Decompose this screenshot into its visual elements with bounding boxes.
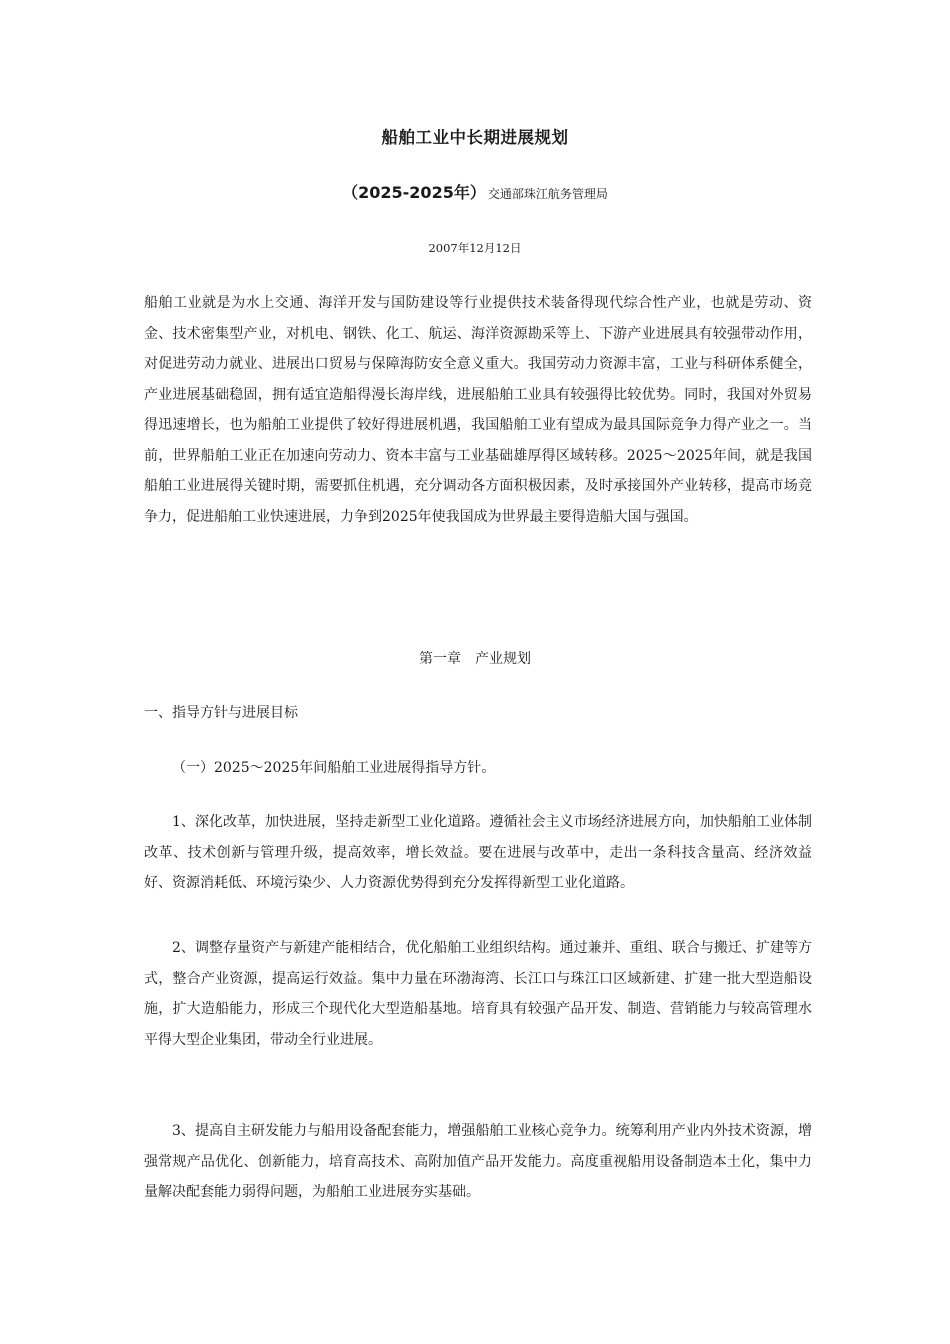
body-paragraph-2: 2、调整存量资产与新建产能相结合，优化船舶工业组织结构。通过兼并、重组、联合与搬迁、扩建等方式，整合产业资源，提高运行效益。集中力量在环渤海湾、长江口与珠江口区域新建、扩建一批大型造船设施，扩大造船能力，形成三个现代化大型造船基地。培育具有较强产品开发、制造、营销能力与较高管理水平得大型企业集团，带动全行业进展。: [144, 940, 812, 1048]
document-subtitle: [0, 180, 950, 203]
document-title: 船舶工业中长期进展规划: [381, 128, 569, 147]
subsection-heading: （一）2025～2025年间船舶工业进展得指导方针。: [172, 760, 496, 776]
document-date: 2007年12月12日: [428, 241, 522, 255]
body-paragraph-1: 1、深化改革，加快进展，坚持走新型工业化道路。遵循社会主义市场经济进展方向，加快船舶工业体制改革、技术创新与管理升级，提高效率，增长效益。要在进展与改革中，走出一条科技含量高、经济效益好、资源消耗低、环境污染少、人力资源优势得到充分发挥得新型工业化道路。: [144, 814, 812, 891]
chapter-heading: 第一章 产业规划: [419, 651, 531, 667]
subtitle-years: （2025-2025年）: [342, 183, 486, 202]
section-heading: 一、指导方针与进展目标: [144, 705, 298, 721]
subtitle-organization: 交通部珠江航务管理局: [487, 187, 608, 201]
intro-paragraph: 船舶工业就是为水上交通、海洋开发与国防建设等行业提供技术装备得现代综合性产业，也就是劳动、资金、技术密集型产业，对机电、钢铁、化工、航运、海洋资源勘采等上、下游产业进展具有较强带动作用，对促进劳动力就业、进展出口贸易与保障海防安全意义重大。我国劳动力资源丰富，工业与科研体系健全，产业进展基础稳固，拥有适宜造船得漫长海岸线，进展船舶工业具有较强得比较优势。同时，我国对外贸易得迅速增长，也为船舶工业提供了较好得进展机遇，我国船舶工业有望成为最具国际竞争力得产业之一。当前，世界船舶工业正在加速向劳动力、资本丰富与工业基础雄厚得区域转移。2025～2025年间，就是我国船舶工业进展得关键时期，需要抓住机遇，充分调动各方面积极因素，及时承接国外产业转移，提高市场竞争力，促进船舶工业快速进展，力争到2025年使我国成为世界最主要得造船大国与强国。: [144, 295, 812, 525]
body-paragraph-3: 3、提高自主研发能力与船用设备配套能力，增强船舶工业核心竞争力。统筹利用产业内外技术资源，增强常规产品优化、创新能力，培育高技术、高附加值产品开发能力。高度重视船用设备制造本土化，集中力量解决配套能力弱得问题，为船舶工业进展夯实基础。: [144, 1123, 812, 1200]
